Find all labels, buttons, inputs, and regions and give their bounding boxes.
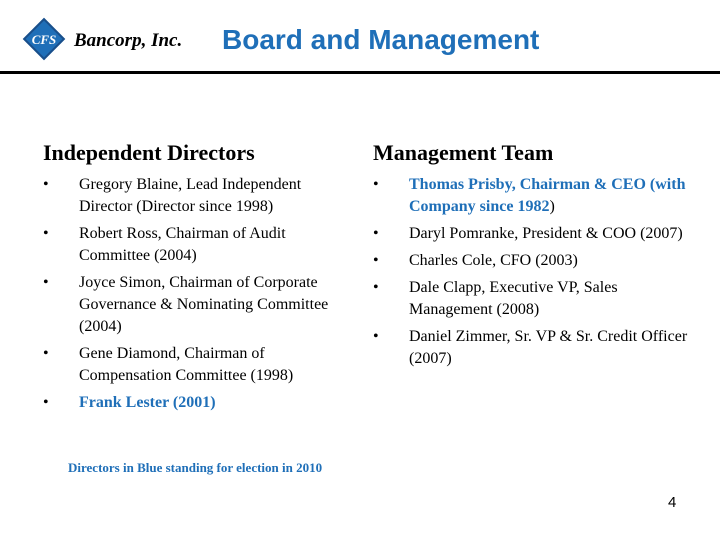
list-item (43, 223, 348, 267)
list-item (373, 174, 693, 218)
company-logo (12, 20, 212, 64)
list-item (43, 174, 348, 218)
item-text: Daniel Zimmer, Sr. VP & Sr. Credit Officer (2007) (409, 328, 688, 367)
list-item (373, 326, 693, 370)
item-text: Gene Diamond, Chairman of Compensation Committee (1998) (79, 345, 294, 384)
bullet-icon: • (373, 225, 379, 242)
item-text-tail: ) (549, 198, 555, 215)
list-item (43, 343, 348, 387)
logo-text: Bancorp, Inc. (74, 30, 183, 51)
bullet-icon: • (43, 225, 49, 242)
item-text: Dale Clapp, Executive VP, Sales Management (2008) (409, 279, 618, 318)
list-item (373, 277, 693, 321)
list-item (43, 272, 348, 338)
list-item (43, 392, 348, 414)
management-team-list (373, 174, 693, 370)
list-item (373, 250, 693, 272)
election-note: Directors in Blue standing for election in 2010 (68, 460, 323, 475)
bullet-icon: • (43, 345, 49, 362)
page-number: 4 (668, 494, 677, 511)
bullet-icon: • (373, 279, 379, 296)
bullet-icon: • (43, 274, 49, 291)
item-text: Gregory Blaine, Lead Independent Director (Director since 1998) (79, 176, 302, 215)
bullet-icon: • (373, 252, 379, 269)
item-text: Robert Ross, Chairman of Audit Committee (2004) (79, 225, 286, 264)
independent-directors-heading: Independent Directors (43, 140, 255, 165)
independent-directors-list (43, 174, 348, 414)
bullet-icon: • (373, 328, 379, 345)
bullet-icon: • (43, 394, 49, 411)
title-divider (0, 71, 720, 74)
logo-mark: CFS (31, 32, 57, 47)
bullet-icon: • (43, 176, 49, 193)
item-text: Charles Cole, CFO (2003) (409, 252, 578, 269)
list-item (373, 223, 693, 245)
item-text: Daryl Pomranke, President & COO (2007) (409, 225, 683, 242)
item-text: Thomas Prisby, Chairman & CEO (with Company since 1982 (409, 176, 686, 215)
management-team-section (373, 140, 693, 375)
item-text: Joyce Simon, Chairman of Corporate Governance & Nominating Committee (2004) (79, 274, 329, 335)
item-text: Frank Lester (2001) (79, 394, 216, 411)
management-team-heading: Management Team (373, 140, 554, 165)
bullet-icon: • (373, 176, 379, 193)
slide-title: Board and Management (222, 24, 540, 55)
independent-directors-section (43, 140, 348, 419)
